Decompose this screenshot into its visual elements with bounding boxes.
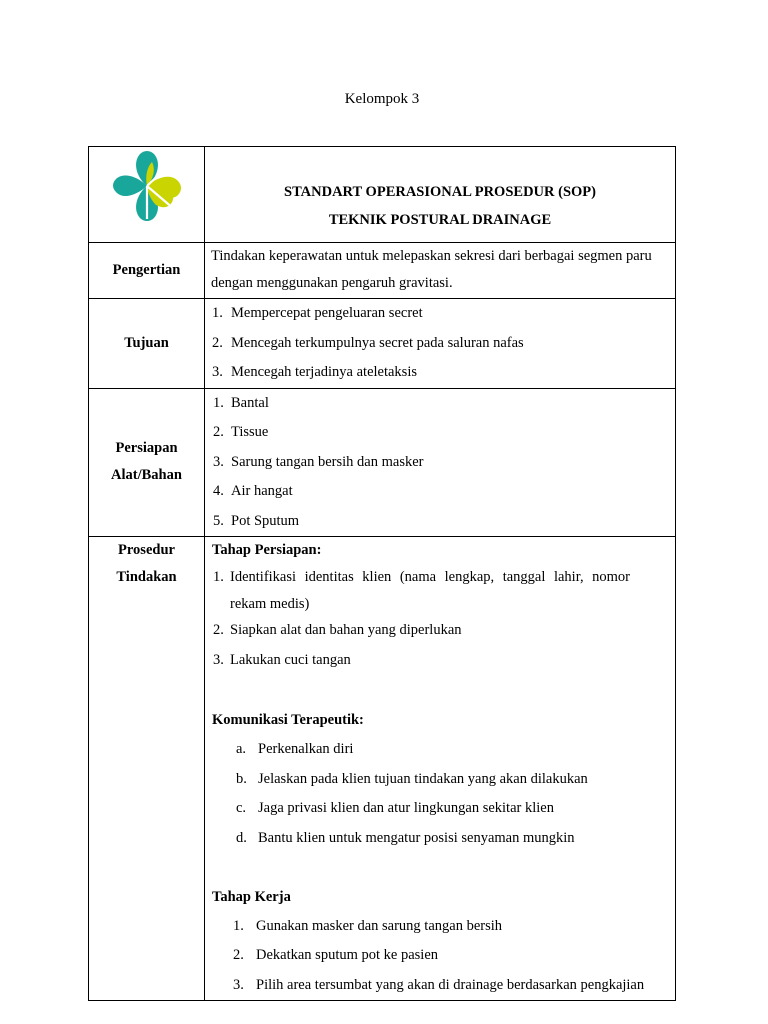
- sop-table: [88, 146, 676, 1001]
- prosedur-row: [89, 537, 676, 1001]
- list-item: 3. Lakukan cuci tangan: [213, 651, 351, 668]
- list-item: 1. Bantal: [213, 394, 269, 411]
- sop-subtitle: TEKNIK POSTURAL DRAINAGE: [328, 212, 552, 228]
- list-item: 1. Identifikasi identitas klien (nama lengkap, tanggal lahir, nomor rekam medis): [213, 569, 630, 612]
- list-item: 3. Mencegah terjadinya ateletaksis: [212, 364, 418, 380]
- list-item: 2. Mencegah terkumpulnya secret pada saluran nafas: [212, 334, 524, 351]
- komunikasi-heading: Komunikasi Terapeutik:: [212, 712, 364, 728]
- list-item: 2. Siapkan alat dan bahan yang diperlukan: [213, 622, 462, 638]
- list-item: c. Jaga privasi klien dan atur lingkungan sekitar klien: [236, 800, 554, 816]
- kemenkes-logo-icon: [109, 149, 185, 229]
- pengertian-line-1: Tindakan keperawatan untuk melepaskan sekresi dari berbagai segmen paru: [211, 248, 652, 264]
- persiapan-label: Persiapan Alat/Bahan: [89, 388, 205, 537]
- list-item: 3. Pilih area tersumbat yang akan di drainage berdasarkan pengkajian: [233, 976, 645, 993]
- prosedur-content: [205, 537, 676, 1001]
- title-cell: [205, 147, 676, 243]
- persiapan-row: [89, 388, 676, 537]
- sop-title: STANDART OPERASIONAL PROSEDUR (SOP): [284, 184, 596, 200]
- pengertian-line-2: dengan menggunakan pengaruh gravitasi.: [211, 275, 453, 291]
- title-row: [89, 147, 676, 243]
- list-item: b. Jelaskan pada klien tujuan tindakan yang akan dilakukan: [236, 770, 588, 787]
- list-item: d. Bantu klien untuk mengatur posisi senyaman mungkin: [236, 829, 575, 846]
- logo-cell: [89, 147, 205, 243]
- pengertian-label: Pengertian: [89, 243, 205, 299]
- list-item: 2. Dekatkan sputum pot ke pasien: [233, 947, 439, 963]
- list-item: 3. Sarung tangan bersih dan masker: [213, 453, 424, 470]
- tahap-kerja-heading: Tahap Kerja: [212, 888, 291, 905]
- list-item: 5. Pot Sputum: [213, 512, 300, 529]
- pengertian-content: [205, 243, 676, 299]
- tujuan-label: Tujuan: [89, 299, 205, 389]
- tahap-persiapan-heading: Tahap Persiapan:: [212, 542, 322, 558]
- pengertian-row: [89, 243, 676, 299]
- list-item: 4. Air hangat: [213, 483, 293, 499]
- list-item: 1. Gunakan masker dan sarung tangan bersih: [233, 917, 503, 934]
- page-header: Kelompok 3: [344, 91, 420, 107]
- list-item: 1. Mempercepat pengeluaran secret: [212, 305, 423, 321]
- tujuan-content: [205, 299, 676, 389]
- tujuan-row: [89, 299, 676, 389]
- list-item: a. Perkenalkan diri: [236, 741, 354, 757]
- list-item: 2. Tissue: [213, 424, 269, 440]
- persiapan-content: [205, 388, 676, 537]
- prosedur-label: Prosedur Tindakan: [89, 537, 205, 1001]
